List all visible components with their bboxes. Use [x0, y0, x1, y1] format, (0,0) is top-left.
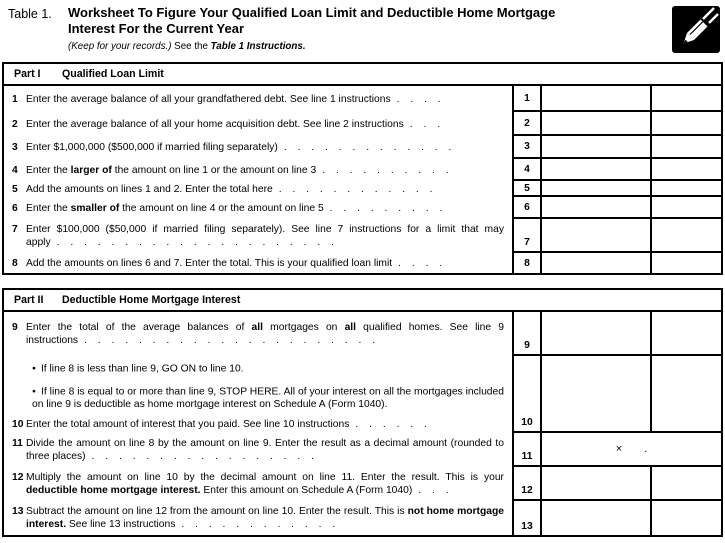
dot-leader: . . . . — [398, 257, 443, 269]
title-line-1: Worksheet To Figure Your Qualified Loan Limit and Deductible Home Mortgage — [68, 5, 556, 20]
bold-text: smaller of — [70, 202, 120, 214]
line-4-text: 4 Enter the larger of the amount on line 1 or the amount on line 3 . . . . . . . . . . — [12, 164, 449, 176]
line-5-text: 5 Add the amounts on lines 1 and 2. Enter the total here . . . . . . . . . . . . — [12, 183, 433, 195]
line-7-secondary-cell — [650, 219, 721, 253]
line-6-secondary-cell — [650, 197, 721, 219]
decimal-point: . — [644, 443, 648, 455]
bold-text: all — [251, 322, 263, 333]
dot-leader: . . . . . . . . . . . . — [278, 183, 433, 195]
line-10-number: 10 — [12, 418, 24, 430]
bold-text: all — [344, 322, 357, 333]
bullet-icon: ● — [32, 364, 36, 372]
bold-text: deductible home mortgage interest. — [26, 485, 201, 496]
bullet-note-1 — [4, 356, 512, 381]
line-5-number-cell: 5 — [512, 181, 540, 197]
line-8-number-cell: 8 — [512, 253, 540, 273]
line-1-number: 1 — [12, 93, 18, 105]
line-3-text: 3 Enter $1,000,000 ($500,000 if married filing separately) . . . . . . . . . . . . . — [12, 142, 452, 153]
dot-leader: . . . . . . . . . . . . — [181, 519, 336, 530]
line-7-description — [4, 219, 512, 253]
line-5-description — [4, 181, 512, 197]
line-1-text: 1 Enter the average balance of all your grandfathered debt. See line 1 instructions . . . . — [12, 93, 441, 105]
dot-leader: . . . . . . . . . . . . . . . . . — [91, 451, 314, 462]
bold-text: larger of — [70, 164, 112, 176]
title-line-2: Interest For the Current Year — [68, 21, 245, 36]
line-13-text: 13 Subtract the amount on line 12 from the amount on line 10. Enter the result. This is not home mortgage interest. See line 13 instructions . . . . . . . . . . . . — [12, 506, 505, 530]
line-9-amount-field[interactable] — [540, 312, 650, 356]
line-9-number: 9 — [12, 322, 18, 333]
line-10-text: 10 Enter the total amount of interest that you paid. See line 10 instructions . . . . . . — [12, 418, 427, 430]
line-13-description — [4, 501, 512, 535]
bullet-icon: ● — [32, 387, 36, 395]
line-10-secondary-cell — [650, 356, 721, 433]
line-3-number: 3 — [12, 142, 18, 153]
part2-title: Deductible Home Mortgage Interest — [62, 294, 241, 306]
line-11-decimal-field[interactable] — [540, 433, 721, 467]
dot-leader: . . . . . . . . . — [329, 202, 443, 214]
dot-leader: . . . . . . . . . . . . . . . . . . . . . . — [84, 335, 376, 346]
dot-leader: . . . . — [396, 93, 441, 105]
line-12-number: 12 — [12, 472, 24, 483]
line-8-number: 8 — [12, 257, 18, 269]
line-9-number-cell: 9 — [512, 312, 540, 356]
line-11-number: 11 — [12, 438, 23, 449]
line-3-description — [4, 136, 512, 159]
line-3-secondary-cell — [650, 136, 721, 159]
part1-table — [2, 62, 723, 275]
table-label: Table 1. — [8, 7, 52, 21]
line-11-text: 11 Divide the amount on line 8 by the amount on line 9. Enter the result as a decimal amount (rounded to three places) . . . . . . . . . . . . . . . . . — [12, 438, 504, 462]
line-8-text: 8 Add the amounts on lines 6 and 7. Enter the total. This is your qualified loan limit . . . . — [12, 257, 443, 269]
line-11-description — [4, 433, 512, 467]
line-7-amount-field[interactable] — [540, 219, 650, 253]
line-1-secondary-cell — [650, 86, 721, 112]
line-6-number: 6 — [12, 202, 18, 214]
line-2-number: 2 — [12, 118, 18, 130]
part2-label: Part II — [14, 294, 44, 306]
line-13-number-cell: 13 — [512, 501, 540, 535]
line-7-number: 7 — [12, 224, 18, 235]
line-2-number-cell: 2 — [512, 112, 540, 136]
line-1-amount-field[interactable] — [540, 86, 650, 112]
line-12-text: 12 Multiply the amount on line 10 by the decimal amount on line 11. Enter the result. This is your deductible home mortgage interest. Enter this amount on Schedule A (Form 1040) . . . — [12, 472, 504, 496]
bullet-note-2-text: ● If line 8 is equal to or more than line 9, STOP HERE. All of your interest on all the mortgages included on line 9 is deductible as home mortgage interest on Schedule A (Form 1040). — [32, 386, 504, 411]
line-8-secondary-cell — [650, 253, 721, 273]
line-6-number-cell: 6 — [512, 197, 540, 219]
line-4-number: 4 — [12, 164, 18, 176]
line-1-number-cell: 1 — [512, 86, 540, 112]
dot-leader: . . . — [418, 485, 449, 496]
line-5-amount-field[interactable] — [540, 181, 650, 197]
line-7-text: 7 Enter $100,000 ($50,000 if married filing separately). See line 7 instructions for a limit that may apply . . . . . . . . . . . . . . . . . . . . . — [12, 224, 504, 248]
line-12-number-cell: 12 — [512, 467, 540, 501]
line-11-number-cell: 11 — [512, 433, 540, 467]
multiply-sign: × — [615, 443, 623, 455]
line-9-text: 9 Enter the total of the average balances of all mortgages on all qualified homes. See line 9 instructions . . . . . . . . . . . . . . . . . . . . . . — [12, 322, 505, 346]
line-12-amount-field[interactable] — [540, 467, 650, 501]
line-12-secondary-cell — [650, 467, 721, 501]
line-10-number-cell: 10 — [512, 356, 540, 433]
part2-header — [4, 290, 721, 312]
line-3-amount-field[interactable] — [540, 136, 650, 159]
bullet-note-1-text: ● If line 8 is less than line 9, GO ON to line 10. — [32, 363, 244, 375]
line-13-amount-field[interactable] — [540, 501, 650, 535]
line-2-secondary-cell — [650, 112, 721, 136]
line-2-text: 2 Enter the average balance of all your home acquisition debt. See line 2 instructions . . . — [12, 118, 441, 130]
dot-leader: . . . . . . . . . . — [322, 164, 449, 176]
part1-header — [4, 64, 721, 86]
dot-leader: . . . . . . . . . . . . . — [283, 142, 452, 153]
line-13-number: 13 — [12, 506, 24, 517]
line-10-amount-field[interactable] — [540, 356, 650, 433]
subtitle: (Keep for your records.) See the Table 1 Instructions. — [68, 41, 306, 52]
dot-leader: . . . . . . — [355, 418, 427, 430]
line-6-amount-field[interactable] — [540, 197, 650, 219]
line-10-description — [4, 415, 512, 433]
line-5-number: 5 — [12, 183, 18, 195]
line-4-number-cell: 4 — [512, 159, 540, 181]
pencil-icon — [672, 6, 720, 53]
line-4-secondary-cell — [650, 159, 721, 181]
line-4-description — [4, 159, 512, 181]
line-8-amount-field[interactable] — [540, 253, 650, 273]
dot-leader: . . . . . . . . . . . . . . . . . . . . . — [56, 237, 334, 248]
dot-leader: . . . — [409, 118, 441, 130]
line-2-description — [4, 112, 512, 136]
line-8-description — [4, 253, 512, 273]
bold-text: not home mortgage interest. — [26, 506, 505, 530]
line-9-description — [4, 312, 512, 356]
line-3-number-cell: 3 — [512, 136, 540, 159]
line-2-amount-field[interactable] — [540, 112, 650, 136]
part2-table — [2, 288, 723, 537]
bullet-note-2 — [4, 381, 512, 415]
line-4-amount-field[interactable] — [540, 159, 650, 181]
page-title — [68, 5, 628, 37]
line-7-number-cell: 7 — [512, 219, 540, 253]
line-6-text: 6 Enter the smaller of the amount on line 4 or the amount on line 5 . . . . . . . . . — [12, 202, 443, 214]
line-1-description — [4, 86, 512, 112]
line-6-description — [4, 197, 512, 219]
part1-title: Qualified Loan Limit — [62, 68, 164, 80]
line-5-secondary-cell — [650, 181, 721, 197]
line-13-secondary-cell — [650, 501, 721, 535]
part1-label: Part I — [14, 68, 41, 80]
line-12-description — [4, 467, 512, 501]
line-9-secondary-cell — [650, 312, 721, 356]
